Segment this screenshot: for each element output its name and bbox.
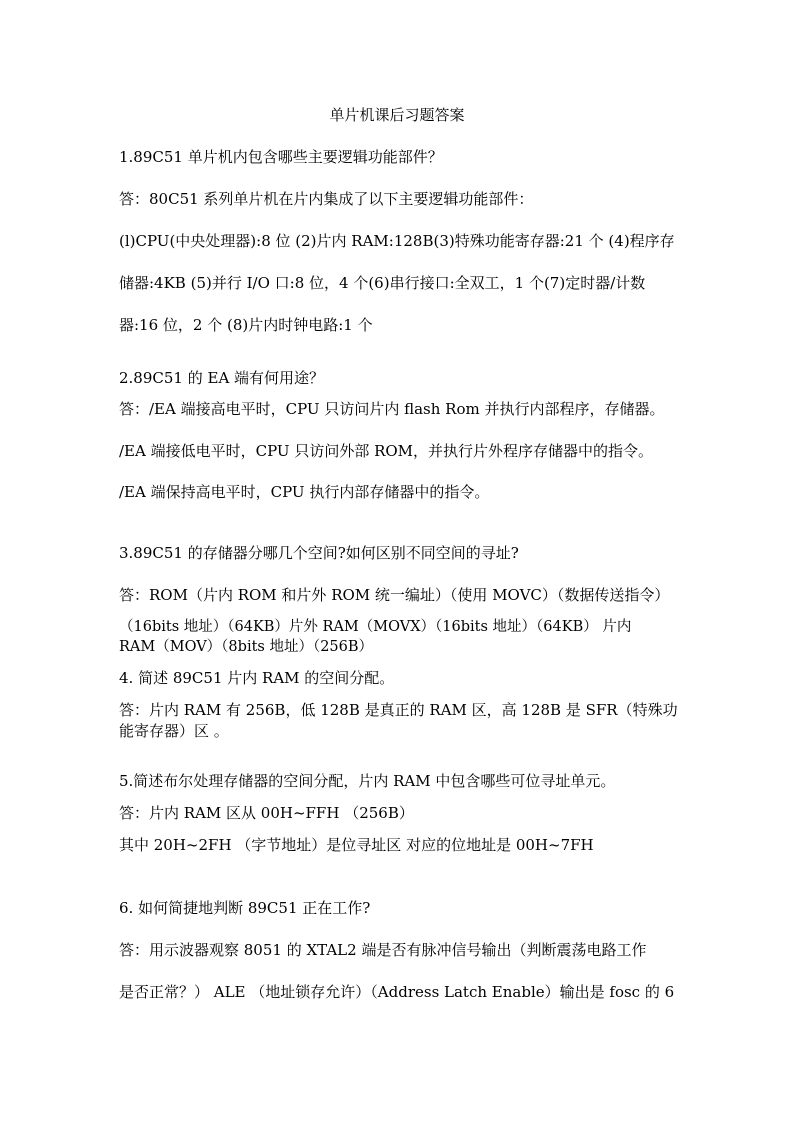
question-6: 6. 如何简捷地判断 89C51 正在工作? xyxy=(119,899,371,917)
answer-1-line-4: 器:16 位，2 个 (8)片内时钟电路:1 个 xyxy=(119,316,373,334)
answer-4-line-1: 答：片内 RAM 有 256B，低 128B 是真正的 RAM 区，高 128B 是 SFR（特殊功 xyxy=(119,701,678,719)
answer-5-line-1: 答：片内 RAM 区从 00H~FFH （256B） xyxy=(119,804,414,822)
answer-6-line-1: 答：用示波器观察 8051 的 XTAL2 端是否有脉冲信号输出（判断震荡电路工作 xyxy=(119,941,647,959)
answer-2-line-1: 答：/EA 端接高电平时，CPU 只访问片内 flash Rom 并执行内部程序，存储器。 xyxy=(119,400,665,418)
question-3: 3.89C51 的存储器分哪几个空间?如何区别不同空间的寻址? xyxy=(119,544,519,562)
answer-6-line-2: 是否正常？） ALE （地址锁存允许）（Address Latch Enable）输出是 fosc 的 6 xyxy=(119,983,675,1001)
answer-1-line-3: 储器:4KB (5)并行 I/O 口:8 位，4 个(6)串行接口:全双工，1 个(7)定时器/计数 xyxy=(119,274,646,292)
document-title: 单片机课后习题答案 xyxy=(329,106,465,124)
answer-2-line-3: /EA 端保持高电平时，CPU 执行内部存储器中的指令。 xyxy=(119,483,490,501)
answer-3-line-2: （16bits 地址）（64KB）片外 RAM（MOVX）（16bits 地址）（64KB） 片内 xyxy=(119,619,632,635)
answer-3-line-1: 答：ROM（片内 ROM 和片外 ROM 统一编址）（使用 MOVC）（数据传送指令） xyxy=(119,586,670,604)
answer-2-line-2: /EA 端接低电平时，CPU 只访问外部 ROM，并执行片外程序存储器中的指令。 xyxy=(119,442,654,460)
answer-4-line-2: 能寄存器）区 。 xyxy=(119,722,229,740)
answer-1-line-1: 答：80C51 系列单片机在片内集成了以下主要逻辑功能部件： xyxy=(119,190,534,208)
answer-3-line-3: RAM（MOV）（8bits 地址）（256B） xyxy=(119,639,374,655)
question-5: 5.简述布尔处理存储器的空间分配，片内 RAM 中包含哪些可位寻址单元。 xyxy=(119,772,616,790)
question-1: 1.89C51 单片机内包含哪些主要逻辑功能部件？ xyxy=(119,148,443,166)
answer-5-line-2: 其中 20H~2FH （字节地址）是位寻址区 对应的位地址是 00H~7FH xyxy=(119,836,594,854)
answer-1-line-2: (l)CPU(中央处理器):8 位 (2)片内 RAM:128B(3)特殊功能寄存器:21 个 (4)程序存 xyxy=(119,232,675,250)
question-4: 4. 简述 89C51 片内 RAM 的空间分配。 xyxy=(119,669,395,687)
question-2: 2.89C51 的 EA 端有何用途？ xyxy=(119,369,325,387)
